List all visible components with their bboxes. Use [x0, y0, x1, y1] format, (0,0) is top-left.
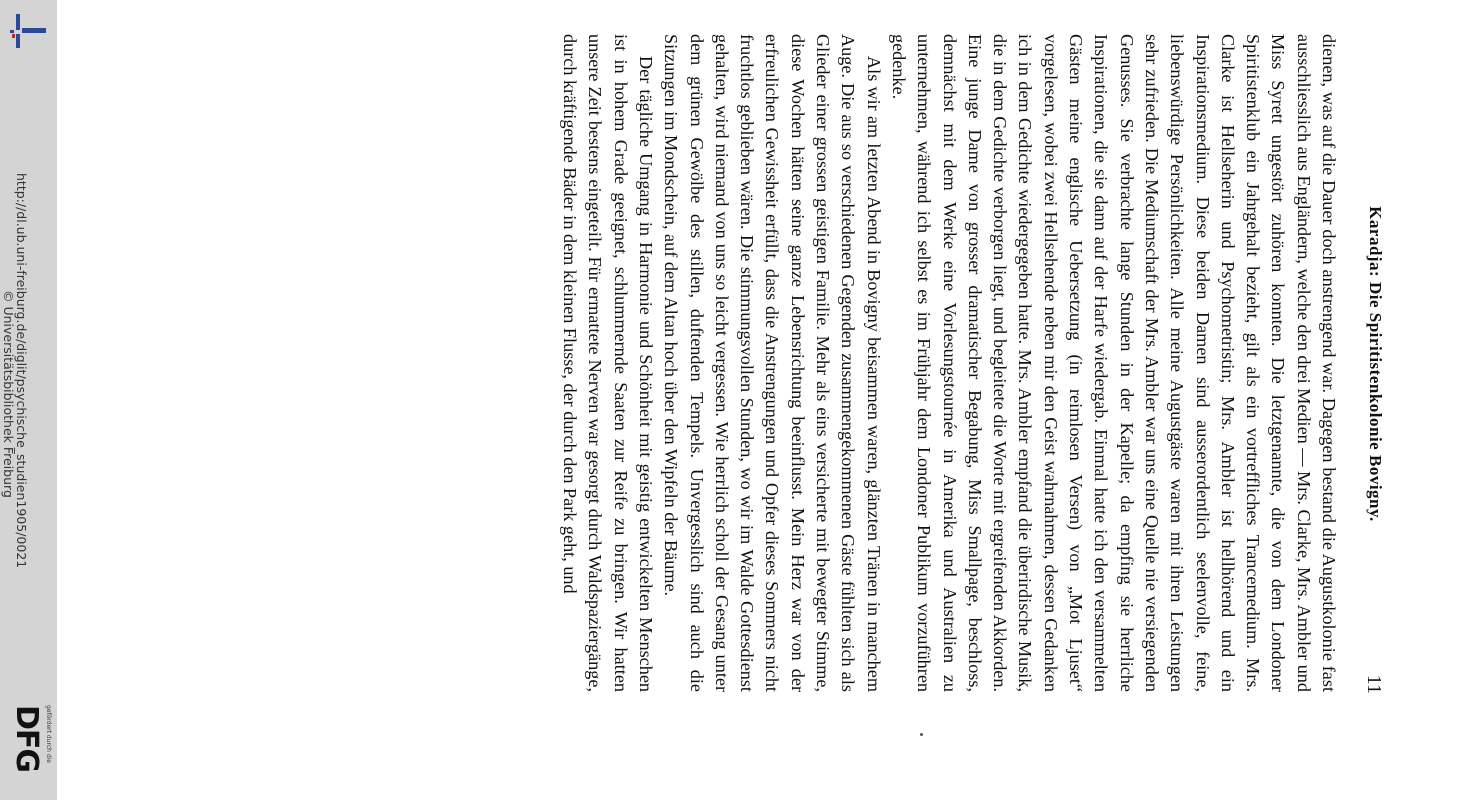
running-header — [1357, 34, 1385, 694]
page-number: 11 — [1363, 674, 1385, 694]
scanned-page — [190, 34, 1385, 694]
running-title: Karadja: Die Spiritistenkolonie Bovigny. — [1366, 206, 1385, 522]
dfg-wordmark: DFG — [9, 705, 44, 773]
ub-freiburg-logo-icon[interactable] — [4, 8, 48, 52]
funder-caption: gefördert durch die — [45, 705, 52, 763]
paragraph: Als wir am letzten Abend in Bovigny beisammen waren, glänzten Tränen in manchem Auge. Die aus so verschiedenen Gegenden zusammengekommenen Gäste fühlten sich als Glieder einer grossen geistigen Familie. Mehr als eins versicherte mit bewegter Stimme, diese Wochen hätten seine ganze Lebensrichtung beeinflusst. Mein Herz war von der erfreulichen Gewissheit erfüllt, dass die Anstrengungen und Opfer dieses Sommers nicht fruchtlos geblieben wären. Die stimmungsvollen Stunden, wo wir im Walde Gottesdienst gehalten, wird niemand von uns so leicht vergessen. Wie herrlich scholl der Gesang unter dem grünen Gewölbe des stillen, duftenden Tempels. Unvergesslich sind auch die Sitzungen im Mondschein, auf dem Altan hoch über den Wipfeln der Bäume. — [661, 34, 884, 692]
rotated-page-content — [190, 34, 1385, 694]
dfg-logo — [8, 705, 52, 793]
source-url[interactable]: http://dl.ub.uni-freiburg.de/diglit/psychische_studien1905/0021 — [14, 173, 29, 569]
paragraph: dienen, was auf die Dauer doch anstrengend war. Dagegen bestand die Augustkolonie fast ausschliesslich aus Engländern, welche den drei Medien — Mrs. Clarke, Mrs. Ambler und Miss Syrett ungestört zuhören konnten. Die letztgenannte, die von dem Londoner Spiritistenklub ein Jahrgehalt bezieht, gilt als ein vortreffliches Trancemedium. Mrs. Clarke ist Hellseherin und Psychometristin; Mrs. Ambler ist hellhörend und ein Inspirationsmedium. Diese beiden Damen sind ausserordentlich seelenvolle, feine, liebenswürdige Persönlichkeiten. Alle meine Augustgäste waren mit ihren Leistungen sehr zufrieden. Die Mediumschaft der Mrs. Ambler war uns eine Quelle nie versiegenden Genusses. Sie verbrachte lange Stunden in der Kapelle; da empfing sie herrliche Inspirationen, die sie dann auf der Harfe wiedergab. Einmal hatte ich den versammelten Gästen meine englische Uebersetzung (in reimlosen Versen) von „Mot Ljuset“ vorgelesen, wobei zwei Hellsehende neben mir den Geist wahrnahmen, dessen Gedanken ich in dem Gedichte wiedergegeben hatte. Mrs. Ambler empfand die überirdische Musik, die in dem Gedichte verborgen liegt, und begleitete die Worte mit ergreifenden Akkorden. Eine junge Dame von grosser dramatischer Begabung, Miss Smallpage, beschloss, demnächst mit dem Werke eine Vorlesungstournée in Amerika und Australien zu unternehmen, während ich selbst es im Frühjahr dem Londoner Publikum vorzuführen gedenke. — [888, 34, 1339, 692]
scan-speck — [920, 733, 923, 736]
copyright-notice: © Universitätsbibliothek Freiburg — [1, 290, 16, 498]
viewer-sidebar — [0, 0, 57, 800]
paragraph: Der tägliche Umgang in Harmonie und Schönheit mit geistig entwickelten Menschen ist in hohem Grade geeignet, schlummernde Saaten zur Reife zu bringen. Wir hatten unsere Zeit bestens eingeteilt. Für ermattete Nerven war gesorgt durch Waldspaziergänge, durch kräftigende Bäder in dem kleinen Flusse, der durch den Park geht, und — [560, 34, 656, 692]
body-text — [557, 34, 1341, 692]
